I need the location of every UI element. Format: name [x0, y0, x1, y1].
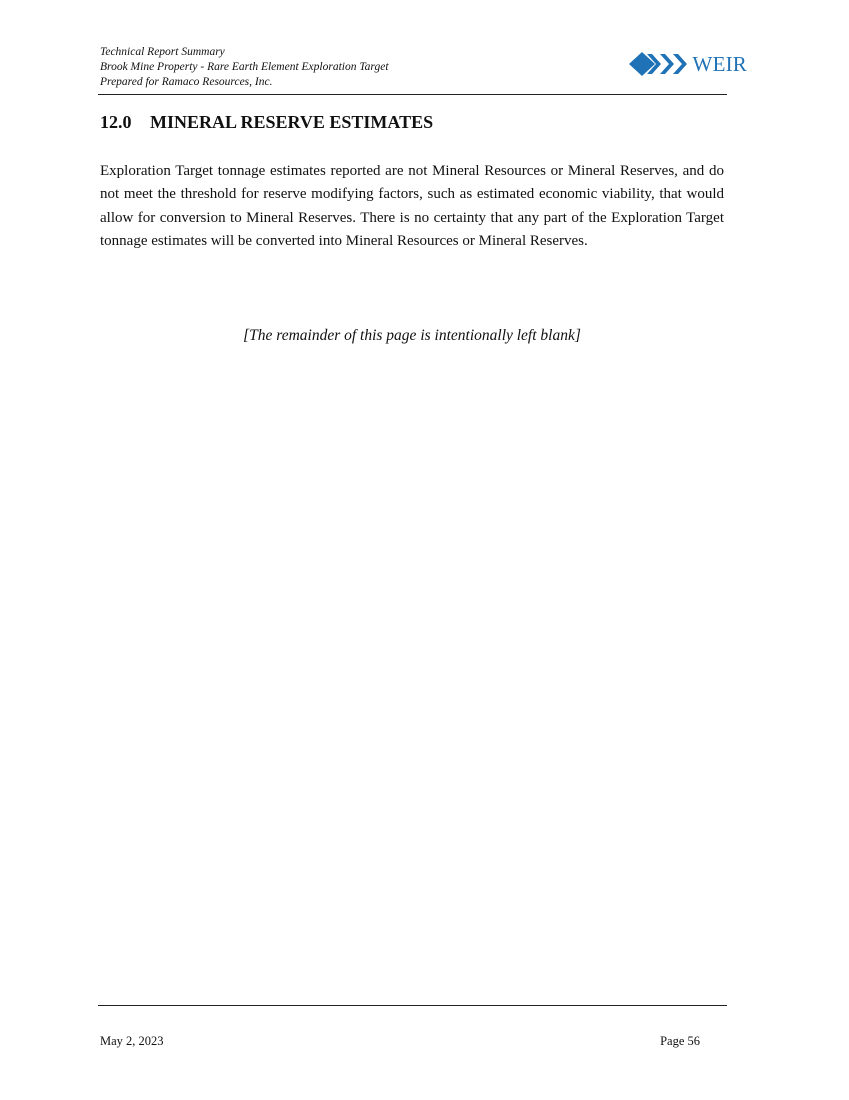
footer-divider — [98, 1005, 727, 1006]
weir-logo-icon — [629, 51, 691, 77]
section-heading — [100, 112, 433, 133]
header-project-name: Brook Mine Property - Rare Earth Element Exploration Target — [100, 61, 389, 73]
footer-page-number: Page 56 — [660, 1034, 700, 1048]
footer-date: May 2, 2023 — [100, 1034, 164, 1048]
weir-logo — [629, 50, 747, 78]
header-text-block — [100, 45, 389, 90]
section-title: MINERAL RESERVE ESTIMATES — [150, 112, 434, 132]
section-paragraph: Exploration Target tonnage estimates reported are not Mineral Resources or Mineral Reserves, and do not meet the threshold for reserve modifying factors, such as estimated economic viability, that would allow for conversion to Mineral Reserves. There is no certainty that any part of the Exploration Target tonnage estimates will be converted into Mineral Resources or Mineral Reserves. — [100, 163, 724, 250]
weir-logo-text: WEIR — [692, 51, 747, 76]
header-report-type: Technical Report Summary — [100, 46, 225, 58]
blank-page-note: [The remainder of this page is intentionally left blank] — [243, 327, 581, 344]
section-number: 12.0 — [100, 112, 132, 132]
page-header — [98, 44, 747, 95]
header-prepared-for: Prepared for Ramaco Resources, Inc. — [100, 76, 273, 88]
